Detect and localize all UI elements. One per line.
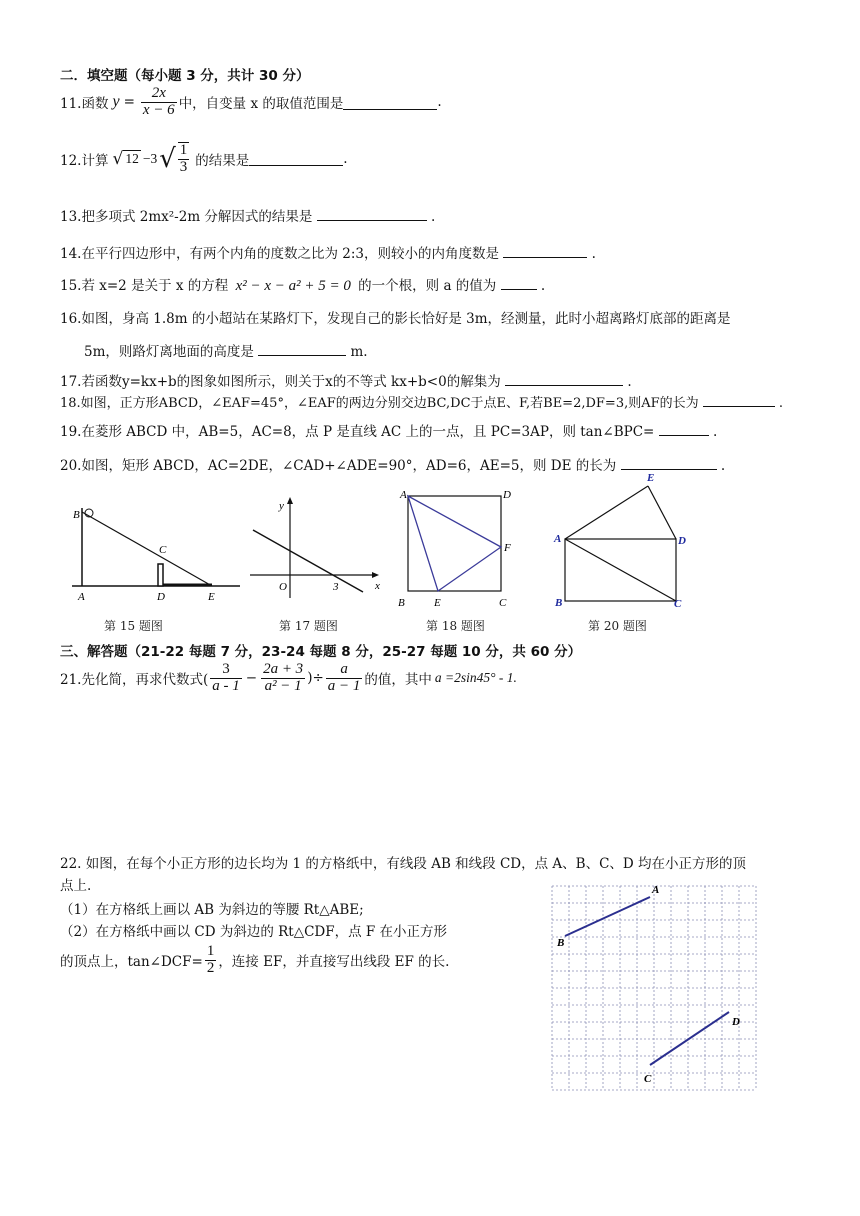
fig18-caption: 第 18 题图 [426, 619, 485, 633]
q12-sqrt12: 12 [125, 151, 139, 167]
q21-condition: a =2sin45° - 1. [434, 670, 517, 686]
fig20-caption: 第 20 题图 [588, 619, 647, 633]
fig18-label-f: F [504, 542, 511, 554]
q14-text: 14.在平行四边形中，有两个内角的度数之比为 2:3，则较小的内角度数是 [60, 246, 499, 262]
fig15-label-a: A [78, 591, 85, 603]
q12-minus3: −3 [142, 150, 158, 166]
q21-fraction-3 [326, 662, 363, 695]
q12-text: 的结果是 [195, 152, 250, 169]
question-22-part-3 [60, 944, 449, 977]
section-2-title: 二．填空题（每小题 3 分，共计 30 分） [60, 68, 310, 84]
q11-text: 中，自变量 x 的取值范围是 [178, 96, 344, 113]
q21-minus: − [245, 670, 258, 687]
q12-denominator: 3 [179, 158, 188, 175]
q17-text: 17.若函数y=kx+b的图象如图所示，则关于x的不等式 kx+b<0的解集为 [60, 374, 501, 390]
fig15-label-d: D [157, 591, 165, 603]
q18-answer-blank[interactable] [703, 392, 775, 407]
q21-fraction-1 [210, 662, 242, 695]
q11-eq: = [123, 94, 135, 111]
q11-var: y [112, 93, 120, 111]
grid-label-a: A [652, 884, 660, 896]
q11-denominator: x − 6 [142, 101, 175, 118]
fig17-label-y: y [279, 500, 284, 512]
fig20-label-a: A [554, 533, 562, 545]
q16-end: m. [350, 344, 368, 360]
section-3-title: 三、解答题（21-22 每题 7 分，23-24 每题 8 分，25-27 每题 10 分，共 60 分） [60, 644, 582, 660]
q14-end: . [591, 246, 596, 262]
q11-answer-blank[interactable] [343, 95, 437, 110]
grid-figure-22 [548, 882, 758, 1092]
q22-fraction [205, 944, 217, 977]
q12-numerator: 1 [179, 142, 188, 158]
question-11 [60, 86, 442, 119]
question-13 [60, 205, 435, 225]
q16-text: 5m，则路灯离地面的高度是 [84, 344, 254, 360]
question-12: 12.计算 √ 12 −3 √ $\frac{1}{3}$ 的结果是 . [60, 142, 348, 175]
fig20-label-e: E [647, 472, 655, 484]
question-19 [60, 420, 717, 440]
figure-15 [70, 500, 245, 605]
q19-answer-blank[interactable] [659, 421, 709, 436]
question-22-line-2: 点上. [60, 878, 92, 894]
fig18-label-a: A [400, 489, 407, 501]
q21-d2: a² − 1 [264, 677, 302, 694]
fig18-label-b: B [398, 597, 405, 609]
q15-text: 的一个根，则 a 的值为 [358, 278, 497, 294]
fig15-label-c: C [159, 544, 167, 556]
fig17-label-3: 3 [333, 581, 339, 593]
q21-d1: a - 1 [212, 677, 240, 694]
q21-d3: a − 1 [327, 677, 361, 694]
question-14 [60, 242, 596, 262]
question-22-part-2: （2）在方格纸中画以 CD 为斜边的 Rt△CDF，点 F 在小正方形 [60, 924, 448, 940]
q18-text: 18.如图，正方形ABCD，∠EAF=45°，∠EAF的两边分别交边BC,DC于点E、F,若BE=2,DF=3,则AF的长为 [60, 396, 699, 411]
q21-n1: 3 [210, 662, 242, 679]
grid-label-c: C [644, 1073, 652, 1085]
q21-fraction-2 [261, 662, 305, 695]
question-22-line-1: 22. 如图，在每个小正方形的边长均为 1 的方格纸中，有线段 AB 和线段 CD，点 A、B、C、D 均在小正方形的顶 [60, 856, 747, 872]
q15-prefix: 15.若 x=2 是关于 x 的方程 [60, 278, 229, 294]
fig17-caption: 第 17 题图 [279, 619, 338, 633]
fig17-label-x: x [375, 580, 380, 592]
q18-end: . [778, 396, 784, 411]
q22-fraction-den: 2 [206, 959, 215, 976]
figure-18 [392, 486, 522, 611]
figure-20 [548, 468, 698, 610]
fig20-label-d: D [678, 535, 686, 547]
fig15-label-b: B [73, 509, 80, 521]
q21-close: )÷ [307, 670, 324, 687]
fig18-label-d: D [503, 489, 511, 501]
q20-text: 20.如图，矩形 ABCD，AC=2DE，∠CAD+∠ADE=90°，AD=6，AE=5，则 DE 的长为 [60, 458, 617, 474]
q14-answer-blank[interactable] [503, 243, 587, 258]
grid-lines [552, 886, 756, 1090]
q21-prefix: 21.先化简，再求代数式( [60, 672, 209, 689]
q15-equation: x² − x − a² + 5 = 0 [235, 278, 351, 294]
grid-label-b: B [557, 937, 565, 949]
fig20-label-b: B [555, 597, 563, 609]
q12-answer-blank[interactable] [249, 151, 343, 166]
fig17-label-o: O [279, 581, 287, 593]
q22-part3-text: ，连接 EF，并直接写出线段 EF 的长. [218, 954, 450, 971]
question-16-line-2 [84, 340, 368, 360]
q21-text: 的值，其中 [364, 672, 432, 689]
q15-answer-blank[interactable] [501, 275, 537, 290]
q19-end: . [712, 424, 718, 440]
fig15-label-e: E [208, 591, 215, 603]
q12-end: . [343, 150, 348, 167]
figure-17 [245, 494, 390, 604]
q11-end: . [437, 94, 442, 111]
q13-answer-blank[interactable] [317, 206, 427, 221]
question-15 [60, 274, 545, 295]
question-18 [60, 392, 783, 411]
q11-numerator: 2x [141, 86, 177, 103]
q12-prefix: 12.计算 [60, 152, 109, 169]
fig15-caption: 第 15 题图 [104, 619, 163, 633]
q22-part3-prefix: 的顶点上，tan∠DCF= [60, 954, 203, 971]
q20-end: . [720, 458, 726, 474]
q11-prefix: 11.函数 [60, 96, 109, 113]
q21-n2: 2a + 3 [263, 661, 304, 677]
question-22-part-1: （1）在方格纸上画以 AB 为斜边的等腰 Rt△ABE; [60, 902, 364, 918]
question-21 [60, 662, 517, 695]
q16-answer-blank[interactable] [258, 341, 346, 356]
fig18-label-c: C [499, 597, 507, 609]
q17-answer-blank[interactable] [505, 371, 623, 386]
q19-text: 19.在菱形 ABCD 中，AB=5，AC=8，点 P 是直线 AC 上的一点，且 PC=3AP，则 tan∠BPC= [60, 424, 655, 440]
q17-end: . [627, 374, 632, 390]
question-16-line-1: 16.如图，身高 1.8m 的小超站在某路灯下，发现自己的影长恰好是 3m，经测量，此时小超离路灯底部的距离是 [60, 311, 731, 327]
q22-fraction-num: 1 [206, 943, 215, 959]
fig18-label-e: E [434, 597, 441, 609]
fig20-label-c: C [674, 598, 682, 610]
q15-end: . [540, 278, 546, 294]
q13-end: . [431, 209, 436, 225]
q12-fraction [178, 142, 190, 176]
q21-n3: a [326, 662, 363, 679]
question-17 [60, 370, 632, 390]
q11-fraction [141, 86, 177, 119]
grid-label-d: D [732, 1016, 740, 1028]
q13-text: 13.把多项式 2mx²-2m 分解因式的结果是 [60, 209, 313, 225]
